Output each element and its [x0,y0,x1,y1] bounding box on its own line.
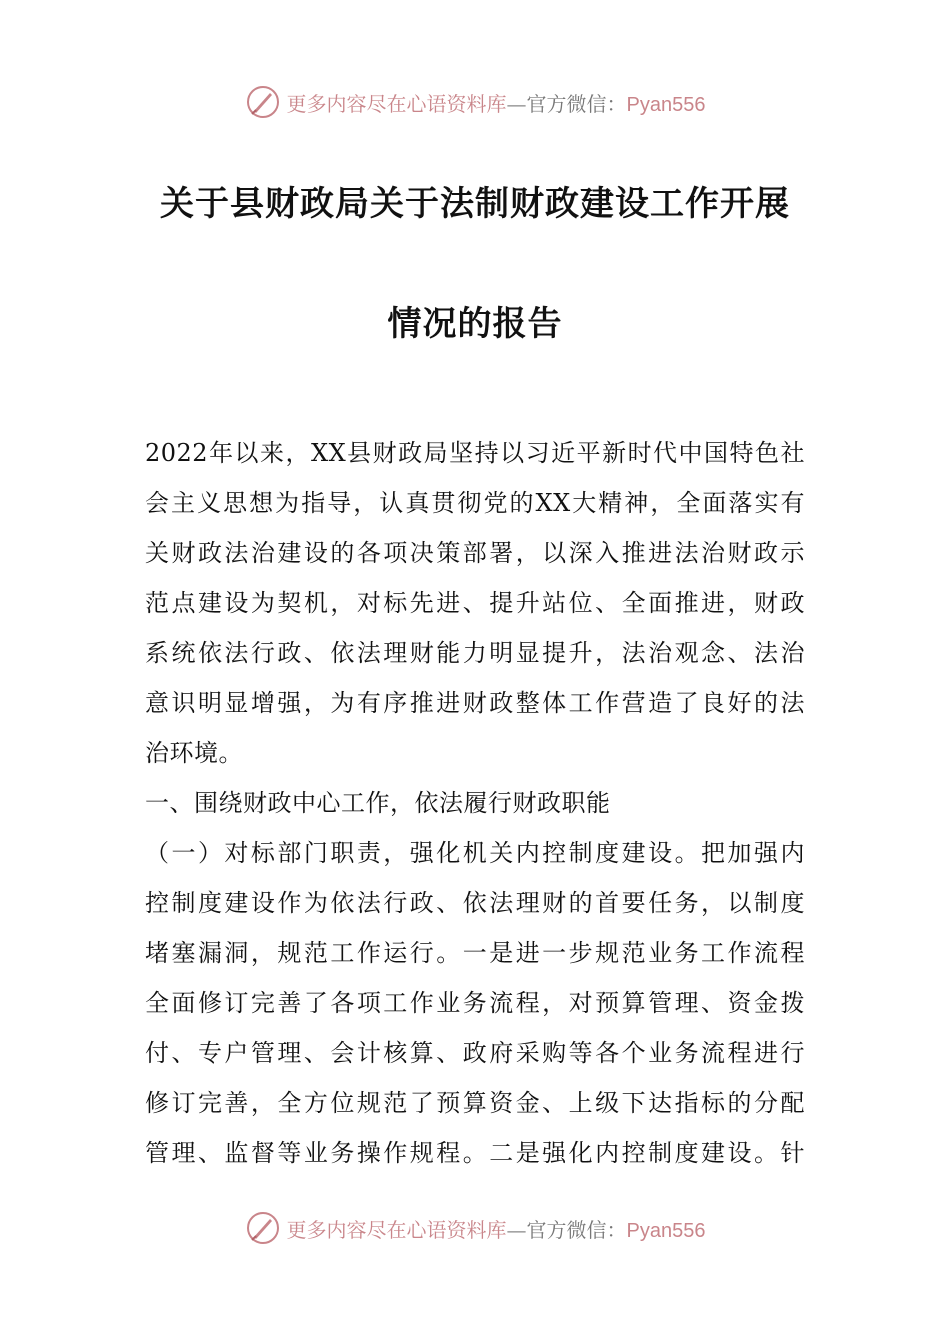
watermark-site-text: 更多内容尽在心语资料库 [286,1217,507,1242]
quill-pen-logo-icon [245,1210,281,1246]
body-line: 范点建设为契机，对标先进、提升站位、全面推进，财政 [145,589,805,617]
body-line: 管理、监督等业务操作规程。二是强化内控制度建设。针 [145,1139,805,1167]
header-watermark [0,82,950,122]
body-line: 修订完善，全方位规范了预算资金、上级下达指标的分配 [145,1089,805,1117]
body-line: 堵塞漏洞，规范工作运行。一是进一步规范业务工作流程 [145,939,805,967]
body-line: 系统依法行政、依法理财能力明显提升，法治观念、法治 [145,639,805,667]
watermark-separator: — [506,91,527,116]
watermark-account: Pyan556 [626,1219,706,1242]
watermark-account: Pyan556 [626,93,706,116]
body-line: 会主义思想为指导，认真贯彻党的XX大精神，全面落实有 [145,489,805,517]
body-line: 全面修订完善了各项工作业务流程，对预算管理、资金拨 [145,989,805,1017]
watermark-separator: — [506,1217,527,1242]
body-line: 付、专户管理、会计核算、政府采购等各个业务流程进行 [145,1039,805,1067]
section-heading: 一、围绕财政中心工作，依法履行财政职能 [145,789,611,817]
watermark-text [287,1214,706,1243]
body-line: 2022年以来，XX县财政局坚持以习近平新时代中国特色社 [145,439,805,467]
document-title-line-2: 情况的报告 [387,304,563,344]
body-line: 控制度建设作为依法行政、依法理财的首要任务，以制度 [145,889,805,917]
document-title-line-1: 关于县财政局关于法制财政建设工作开展 [160,184,790,224]
watermark-wechat-label: 官方微信： [526,91,627,116]
watermark-site-text: 更多内容尽在心语资料库 [286,91,507,116]
body-line: 意识明显增强，为有序推进财政整体工作营造了良好的法 [145,689,805,717]
body-line: 关财政法治建设的各项决策部署，以深入推进法治财政示 [145,539,805,567]
watermark-text [287,88,706,117]
footer-watermark [0,1208,950,1248]
body-line: （一）对标部门职责，强化机关内控制度建设。把加强内 [145,839,805,867]
quill-pen-logo-icon [245,84,281,120]
body-line: 治环境。 [145,739,243,767]
watermark-wechat-label: 官方微信： [526,1217,627,1242]
document-body [145,428,805,1178]
